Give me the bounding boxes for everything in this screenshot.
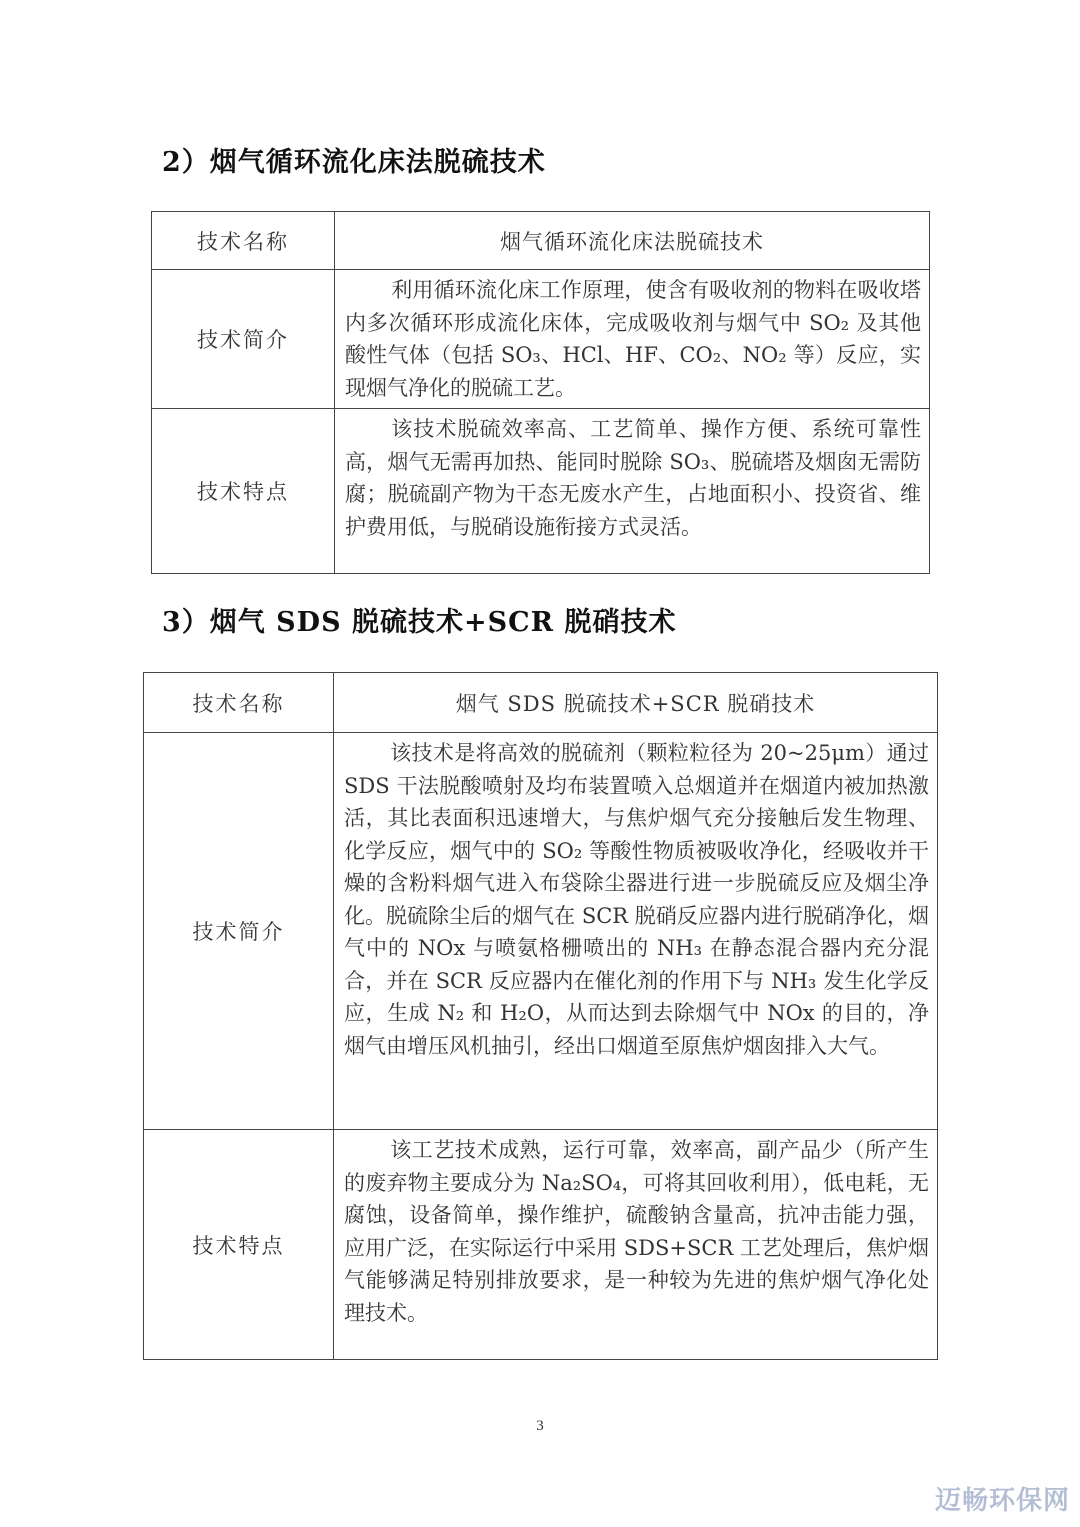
name-value: 烟气循环流化床法脱硫技术: [335, 212, 930, 270]
table-sds-scr: [143, 672, 938, 1360]
intro-label: 技术简介: [152, 270, 335, 409]
section-2-heading: 2）烟气循环流化床法脱硫技术: [162, 147, 546, 178]
feature-label: 技术特点: [144, 1130, 334, 1360]
section-3-heading: 3）烟气 SDS 脱硫技术+SCR 脱硝技术: [162, 607, 677, 638]
name-value: 烟气 SDS 脱硫技术+SCR 脱硝技术: [334, 673, 938, 733]
feature-cell: [334, 1130, 938, 1360]
name-label: 技术名称: [152, 212, 335, 270]
intro-cell: [335, 270, 930, 409]
page-number: 3: [536, 1418, 544, 1434]
feature-label: 技术特点: [152, 409, 335, 574]
intro-cell: [334, 733, 938, 1130]
table-row: [152, 212, 930, 270]
feature-cell: [335, 409, 930, 574]
feature-text: 该技术脱硫效率高、工艺简单、操作方便、系统可靠性高，烟气无需再加热、能同时脱除 SO₃、脱硫塔及烟囱无需防腐；脱硫副产物为干态无废水产生，占地面积小、投资省、维护费用低，与脱硝设施衔接方式灵活。: [345, 417, 921, 539]
table-row: [152, 270, 930, 409]
feature-text: 该工艺技术成熟，运行可靠，效率高，副产品少（所产生的废弃物主要成分为 Na₂SO₄，可将其回收利用），低电耗，无腐蚀，设备简单，操作维护，硫酸钠含量高，抗冲击能力强，应用广泛，在实际运行中采用 SDS+SCR 工艺处理后，焦炉烟气能够满足特别排放要求，是一种较为先进的焦炉烟气净化处理技术。: [344, 1138, 929, 1325]
intro-text: 利用循环流化床工作原理，使含有吸收剂的物料在吸收塔内多次循环形成流化床体，完成吸收剂与烟气中 SO₂ 及其他酸性气体（包括 SO₃、HCl、HF、CO₂、NO₂ 等）反应，实现烟气净化的脱硫工艺。: [345, 278, 921, 400]
intro-text: 该技术是将高效的脱硫剂（颗粒粒径为 20~25μm）通过 SDS 干法脱酸喷射及均布装置喷入总烟道并在烟道内被加热激活，其比表面积迅速增大，与焦炉烟气充分接触后发生物理、化学反应，烟气中的 SO₂ 等酸性物质被吸收净化，经吸收并干燥的含粉料烟气进入布袋除尘器进行进一步脱硫反应及烟尘净化。脱硫除尘后的烟气在 SCR 脱硝反应器内进行脱硝净化，烟气中的 NOx 与喷氨格栅喷出的 NH₃ 在静态混合器内充分混合，并在 SCR 反应器内在催化剂的作用下与 NH₃ 发生化学反应，生成 N₂ 和 H₂O，从而达到去除烟气中 NOx 的目的，净烟气由增压风机抽引，经出口烟道至原焦炉烟囱排入大气。: [344, 741, 929, 1058]
table-row: [144, 733, 938, 1130]
name-label: 技术名称: [144, 673, 334, 733]
table-row: [144, 1130, 938, 1360]
watermark: 迈畅环保网: [934, 1486, 1070, 1516]
table-cfb-desulfurization: [151, 211, 930, 574]
intro-label: 技术简介: [144, 733, 334, 1130]
table-row: [152, 409, 930, 574]
table-row: [144, 673, 938, 733]
